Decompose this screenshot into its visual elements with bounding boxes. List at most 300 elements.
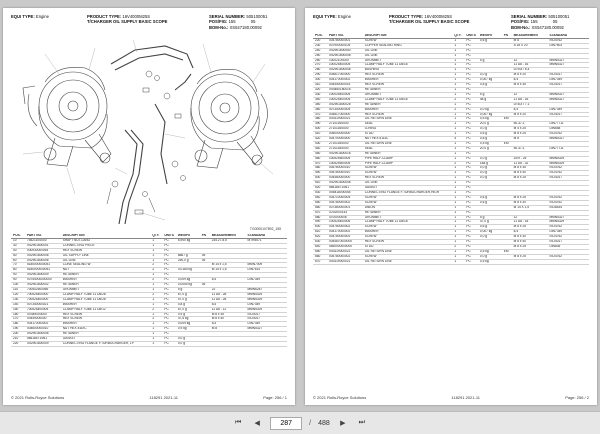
- table-cell: OIL LINE: [61, 258, 151, 263]
- table-cell: 170: [11, 317, 25, 322]
- column-header: UNITS: [164, 234, 174, 237]
- table-cell: 1: [150, 273, 162, 278]
- table-cell: BUSHING: [363, 68, 453, 73]
- table-cell: 00754000000000: [25, 278, 61, 283]
- table-cell: PC: [464, 102, 478, 107]
- table-cell: MMN5327: [547, 215, 589, 220]
- table-cell: EM: [502, 117, 512, 122]
- table-cell: 7552110S000: [25, 238, 61, 243]
- table-cell: PC: [464, 161, 478, 166]
- table-cell: 004780000001: [327, 38, 363, 43]
- table-cell: 90: [11, 278, 25, 283]
- table-cell: 0,5 kg: [478, 249, 502, 254]
- table-cell: X52901800008: [327, 68, 363, 73]
- copyright-text: © 2021 Rolls-Royce Solutions: [313, 395, 367, 400]
- table-cell: 4700000006: [327, 215, 363, 220]
- table-cell: PC: [464, 127, 478, 132]
- table-cell: 1: [452, 254, 464, 259]
- table-cell: 004780000002: [327, 200, 363, 205]
- table-cell: PC: [464, 97, 478, 102]
- table-cell: 1: [452, 58, 464, 63]
- column-header: QTY.: [150, 234, 162, 238]
- pos-fig-label: POS/FIG:: [209, 19, 228, 25]
- table-cell: 670: [313, 259, 327, 264]
- table-cell: X54119000021: [327, 249, 363, 254]
- table-cell: 188 g: [478, 161, 502, 166]
- table-cell: 1: [452, 112, 464, 117]
- table-cell: 1: [452, 146, 464, 151]
- table-cell: PC: [162, 283, 176, 288]
- table-cell: PC: [464, 92, 478, 97]
- copyright-text: © 2021 Rolls-Royce Solutions: [11, 395, 65, 400]
- column-header: STANDARD: [246, 234, 288, 238]
- table-cell: 11 D8 - 16: [512, 63, 548, 68]
- table-cell: 1: [452, 48, 464, 53]
- table-cell: 1: [452, 127, 464, 132]
- table-cell: 1: [452, 210, 464, 215]
- table-cell: X52901800001: [25, 243, 61, 248]
- table-cell: GROMMET: [363, 58, 453, 63]
- table-cell: PC: [162, 297, 176, 302]
- product-type-label: PRODUCT TYPE:: [87, 14, 122, 19]
- table-cell: HEX SCREW: [61, 248, 151, 253]
- table-cell: CLAMP HALF TUBE 11 D8/16: [363, 63, 453, 68]
- table-cell: PC: [162, 278, 176, 283]
- table-cell: 5180000000051: [25, 268, 61, 273]
- table-cell: 1: [452, 92, 464, 97]
- table-cell: MTR5571: [246, 238, 288, 243]
- table-cell: 90: [11, 273, 25, 278]
- table-cell: HEX SCREW: [61, 317, 151, 322]
- table-cell: 620: [313, 235, 327, 240]
- table-cell: M 8 x 40: [512, 171, 548, 176]
- table-cell: 11 D8 - 28: [210, 297, 246, 302]
- table-cell: 320: [313, 87, 327, 92]
- table-cell: 007340000021: [25, 302, 61, 307]
- column-header: POS.: [11, 234, 25, 238]
- table-cell: 0,0 g: [478, 73, 502, 78]
- table-cell: CONNECTING PIECE: [61, 243, 151, 248]
- table-cell: ISO4762: [547, 166, 589, 171]
- table-cell: X52901800006: [25, 258, 61, 263]
- table-cell: ISO4762: [547, 195, 589, 200]
- table-cell: 100: [11, 283, 25, 288]
- callout-leaders: [23, 40, 273, 220]
- table-cell: SEAL: [363, 146, 453, 151]
- table-cell: 0,0180 kg: [176, 268, 200, 273]
- table-cell: PC: [464, 186, 478, 191]
- table-cell: PC: [464, 220, 478, 225]
- table-cell: 2710116S000: [327, 141, 363, 146]
- table-cell: PC: [464, 122, 478, 127]
- table-cell: 0,009 kg: [176, 322, 200, 327]
- table-cell: MMN7009: [246, 263, 288, 268]
- table-cell: 0,009 kg: [176, 278, 200, 283]
- table-cell: PC: [162, 263, 176, 268]
- table-cell: 2710116S000: [327, 127, 363, 132]
- table-cell: CLAMP HALF TUBE 11 D8/18: [363, 220, 453, 225]
- table-cell: 660: [313, 254, 327, 259]
- table-cell: PIPE HALF-CLAMP: [363, 161, 453, 166]
- bom-number-value: XS547180.00092: [531, 24, 564, 30]
- table-cell: PC: [464, 156, 478, 161]
- small-parts-drawing: [107, 71, 186, 214]
- table-cell: 0,5 kg: [478, 117, 502, 122]
- table-cell: PC: [464, 166, 478, 171]
- serial-number-value: 505100051: [246, 14, 268, 19]
- table-cell: MMN5329: [246, 297, 288, 302]
- table-cell: [502, 259, 512, 264]
- table-cell: 0,0 g: [176, 341, 200, 346]
- table-cell: 100025400005: [327, 97, 363, 102]
- table-cell: 0,6 g: [478, 132, 502, 137]
- serial-number-value: 505100051: [548, 14, 570, 19]
- table-cell: 67,0 g: [176, 307, 200, 312]
- table-cell: SCREW: [363, 38, 453, 43]
- table-cell: PC: [464, 259, 478, 264]
- table-cell: 2: [452, 107, 464, 112]
- table-cell: PC: [464, 254, 478, 259]
- table-cell: 004170000002: [25, 322, 61, 327]
- table-cell: 390: [313, 122, 327, 127]
- table-cell: 50: [11, 253, 25, 258]
- table-cell: 100025400005: [327, 92, 363, 97]
- table-cell: PC: [464, 244, 478, 249]
- table-cell: 1: [452, 200, 464, 205]
- column-header: MEASUREMENT: [512, 34, 548, 38]
- table-cell: M 8 x 40: [210, 317, 246, 322]
- table-cell: 460: [313, 156, 327, 161]
- table-cell: SCREW: [363, 166, 453, 171]
- table-cell: 007900000105: [327, 43, 363, 48]
- table-cell: STUD: [363, 132, 453, 137]
- table-cell: 0,0 g: [478, 235, 502, 240]
- table-cell: MMN5329: [547, 156, 589, 161]
- table-cell: 000930000054: [25, 248, 61, 253]
- table-cell: 360: [313, 107, 327, 112]
- table-cell: DIN835: [547, 244, 589, 249]
- table-cell: 1: [452, 132, 464, 137]
- table-cell: 130: [11, 297, 25, 302]
- table-cell: 310: [313, 83, 327, 88]
- table-cell: PC: [464, 132, 478, 137]
- table-cell: DIN7349: [246, 302, 288, 307]
- table-cell: NUT: [61, 268, 151, 273]
- equi-type-label: EQUI TYPE:: [11, 14, 35, 19]
- table-cell: 250: [313, 53, 327, 58]
- table-cell: 50-37-1: [512, 122, 548, 127]
- table-cell: SCREW: [363, 171, 453, 176]
- table-cell: PC: [464, 48, 478, 53]
- table-cell: ISO4762: [547, 225, 589, 230]
- table-cell: 160: [11, 312, 25, 317]
- table-cell: 1: [452, 215, 464, 220]
- next-page-icon[interactable]: ▶: [340, 420, 346, 427]
- bom-number-label: BOM-No.:: [511, 24, 531, 30]
- column-header: MEASUREMENT: [210, 234, 246, 238]
- table-cell: OIL RETURN LINE: [363, 249, 453, 254]
- table-cell: PC: [464, 205, 478, 210]
- table-cell: OIL LINE: [363, 48, 453, 53]
- table-cell: M 14 x 1,5: [210, 268, 246, 273]
- table-cell: OIL LINE: [363, 181, 453, 186]
- table-cell: 57,0 g: [176, 297, 200, 302]
- table-cell: 100525500005: [327, 161, 363, 166]
- table-cell: 260: [313, 58, 327, 63]
- table-cell: 1: [452, 235, 464, 240]
- table-cell: 520: [313, 186, 327, 191]
- table-cell: 340: [313, 97, 327, 102]
- table-cell: 2: [452, 97, 464, 102]
- table-cell: M 8: [210, 327, 246, 332]
- column-header: UNITS: [466, 34, 476, 37]
- table-cell: ISO4762: [547, 200, 589, 205]
- table-cell: 200: [11, 332, 25, 337]
- table-cell: 700525400005: [25, 307, 61, 312]
- table-cell: 0,0 g: [478, 171, 502, 176]
- table-cell: O-RING: [363, 127, 453, 132]
- table-cell: M 8 x 35: [210, 312, 246, 317]
- pos-fig-suffix: 05: [250, 19, 256, 25]
- table-cell: 5 g: [478, 215, 502, 220]
- column-header: FN: [502, 34, 512, 38]
- table-cell: DIN7349: [547, 78, 589, 83]
- page-number-right: Page: 256 / 2: [565, 395, 589, 400]
- page-footer: [11, 395, 287, 400]
- table-cell: 2: [452, 244, 464, 249]
- table-cell: 1: [452, 87, 464, 92]
- table-cell: 2: [150, 317, 162, 322]
- table-cell: 580: [313, 215, 327, 220]
- table-cell: 47,6 kg: [176, 317, 200, 322]
- table-cell: 004780000002: [327, 225, 363, 230]
- table-cell: 005780000010: [327, 171, 363, 176]
- table-cell: 230: [313, 43, 327, 48]
- table-cell: 005000000000: [327, 132, 363, 137]
- table-cell: M 8 x 35: [512, 166, 548, 171]
- table-cell: 1: [150, 283, 162, 288]
- table-cell: 47,0 g: [478, 220, 502, 225]
- table-cell: 5180000000051: [25, 263, 61, 268]
- table-cell: PC: [464, 230, 478, 235]
- table-cell: 0,007 kg: [478, 230, 502, 235]
- table-cell: X52901800009: [25, 341, 61, 346]
- table-cell: PC: [162, 258, 176, 263]
- table-cell: 1: [452, 249, 464, 254]
- equi-type-value: Engine: [337, 14, 351, 19]
- table-cell: MMN5327: [547, 92, 589, 97]
- table-cell: 1: [452, 73, 464, 78]
- table-cell: X52901800006: [25, 332, 61, 337]
- pos-fig-label: POS/FIG:: [511, 19, 530, 25]
- table-cell: 480: [313, 166, 327, 171]
- table-cell: 5 g: [478, 58, 502, 63]
- table-cell: M 8 x 40: [512, 240, 548, 245]
- table-cell: 11 D8 - 32: [512, 161, 548, 166]
- table-cell: [210, 341, 246, 346]
- table-cell: PC: [464, 68, 478, 73]
- table-cell: 1: [452, 83, 464, 88]
- table-cell: 1: [452, 156, 464, 161]
- table-cell: HEX SCREW: [363, 240, 453, 245]
- table-cell: ISO4017: [246, 317, 288, 322]
- table-cell: PC: [464, 63, 478, 68]
- table-cell: PC: [464, 171, 478, 176]
- table-cell: 1: [452, 225, 464, 230]
- table-cell: [246, 341, 288, 346]
- table-cell: 585185714N1: [327, 186, 363, 191]
- table-cell: 12: [512, 58, 548, 63]
- table-cell: 007340000005: [327, 107, 363, 112]
- table-cell: OIL RETURN LINE: [363, 259, 453, 264]
- equi-type-value: Engine: [35, 14, 49, 19]
- table-cell: 11 D8 - 16: [512, 97, 548, 102]
- table-cell: 1: [452, 68, 464, 73]
- table-cell: 430: [313, 141, 327, 146]
- table-cell: OIL SUPPLY LINE: [61, 253, 151, 258]
- table-cell: 0,5 kg: [478, 259, 502, 264]
- table-cell: PC: [464, 215, 478, 220]
- table-cell: PC: [464, 225, 478, 230]
- table-cell: 004440000015: [327, 83, 363, 88]
- table-cell: X54119000021: [327, 117, 363, 122]
- table-cell: 250,0 g: [176, 258, 200, 263]
- table-cell: 490: [313, 171, 327, 176]
- table-cell: PC: [464, 249, 478, 254]
- table-cell: 1: [150, 337, 162, 342]
- table-cell: WASHER: [363, 107, 453, 112]
- table-cell: M 8 x 25: [512, 195, 548, 200]
- table-cell: PC: [464, 240, 478, 245]
- column-header: PART NO.: [327, 34, 363, 38]
- column-header: DESCRIPTION: [363, 34, 453, 38]
- table-cell: PC: [464, 235, 478, 240]
- table-cell: PC: [464, 43, 478, 48]
- table-cell: PC: [162, 253, 176, 258]
- table-cell: DIN7603: [547, 43, 589, 48]
- table-cell: 1: [452, 220, 464, 225]
- table-cell: 4: [452, 137, 464, 142]
- table-cell: 5 g: [176, 287, 200, 292]
- table-cell: 1: [150, 258, 162, 263]
- table-cell: PC: [162, 322, 176, 327]
- pos-fig-suffix: 05: [552, 19, 558, 25]
- column-header: POS.: [313, 34, 327, 38]
- table-cell: PIPE HALF-CLAMP: [363, 156, 453, 161]
- table-cell: MMN5329: [246, 292, 288, 297]
- table-cell: CLAMP HALF TUBE 11 D8/28: [61, 292, 151, 297]
- last-page-icon[interactable]: ⏭: [358, 419, 365, 426]
- table-cell: 1: [452, 171, 464, 176]
- table-cell: 48 g: [478, 97, 502, 102]
- table-cell: 0,007 kg: [478, 112, 502, 117]
- table-cell: 6867 g: [176, 253, 200, 258]
- table-cell: 004170000002: [327, 230, 363, 235]
- table-cell: 420: [313, 137, 327, 142]
- table-cell: HEX SCREW: [363, 83, 453, 88]
- table-cell: HEX SCREW: [363, 176, 453, 181]
- table-cell: 570: [313, 210, 327, 215]
- first-page-icon[interactable]: ⏮: [235, 419, 242, 426]
- page-header: [3, 14, 295, 30]
- column-header: WEIGHT: [176, 234, 200, 238]
- table-cell: WASHER: [61, 302, 151, 307]
- table-cell: [200, 341, 210, 346]
- table-cell: 0,8 g: [478, 83, 502, 88]
- table-cell: ISO4017: [547, 83, 589, 88]
- table-cell: 110: [11, 287, 25, 292]
- table-cell: GROMMET: [363, 92, 453, 97]
- table-cell: WASHER: [363, 230, 453, 235]
- table-cell: 004817000000: [327, 112, 363, 117]
- table-cell: PC: [464, 141, 478, 146]
- table-cell: 1: [452, 240, 464, 245]
- table-cell: PC: [162, 248, 176, 253]
- table-cell: CLAMP HALF TUBE 11 D8/28: [61, 297, 151, 302]
- table-cell: OIL LINE: [363, 53, 453, 58]
- table-cell: PC: [464, 181, 478, 186]
- table-cell: X54460180016: [327, 87, 363, 92]
- table-cell: 2: [150, 268, 162, 273]
- table-row: [313, 259, 589, 264]
- table-cell: 2710116S000: [327, 122, 363, 127]
- page-number-input[interactable]: [270, 417, 302, 430]
- table-cell: 20,0 g: [478, 122, 502, 127]
- table-cell: 1: [452, 166, 464, 171]
- table-cell: 240: [313, 48, 327, 53]
- table-cell: D=8,4 / 7,1: [512, 102, 548, 107]
- table-cell: 0,0 g: [478, 176, 502, 181]
- table-cell: 11 D8 - 28: [210, 292, 246, 297]
- table-cell: HEX SCREW: [61, 312, 151, 317]
- table-cell: PC: [464, 58, 478, 63]
- table-cell: 0,6 g: [478, 38, 502, 43]
- column-header: QTY.: [452, 34, 464, 38]
- table-cell: PC: [464, 38, 478, 43]
- table-cell: 4460000000000: [327, 244, 363, 249]
- table-cell: 10/9 - 25: [512, 156, 548, 161]
- table-cell: 700502500066: [25, 287, 61, 292]
- table-cell: 40: [11, 248, 25, 253]
- table-cell: 1: [150, 332, 162, 337]
- table-cell: M 8: [512, 38, 548, 43]
- table-cell: DIN7349: [547, 230, 589, 235]
- table-cell: X52901800009: [25, 273, 61, 278]
- column-header: WEIGHT: [478, 34, 502, 38]
- table-cell: X52901800026: [327, 102, 363, 107]
- table-cell: 004480000000: [327, 176, 363, 181]
- table-cell: 1: [452, 191, 464, 196]
- pos-fig-value: 155: [530, 19, 538, 25]
- table-cell: 1: [452, 53, 464, 58]
- table-cell: X0449000000: [25, 312, 61, 317]
- table-cell: PC: [162, 312, 176, 317]
- table-cell: ISO8434: [547, 205, 589, 210]
- table-cell: SCREW: [363, 200, 453, 205]
- table-cell: SCREW: [363, 225, 453, 230]
- previous-page-icon[interactable]: ◀: [254, 420, 260, 427]
- table-cell: 2: [150, 263, 162, 268]
- table-cell: 007360000001: [327, 205, 363, 210]
- table-cell: D=9,8 / 6,4: [512, 68, 548, 73]
- table-cell: PC: [464, 117, 478, 122]
- table-cell: 1: [150, 238, 162, 243]
- table-cell: ISO4017: [547, 240, 589, 245]
- table-cell: 220: [313, 38, 327, 43]
- table-cell: 150: [11, 307, 25, 312]
- table-cell: MMN5327: [547, 137, 589, 142]
- table-cell: 530: [313, 191, 327, 196]
